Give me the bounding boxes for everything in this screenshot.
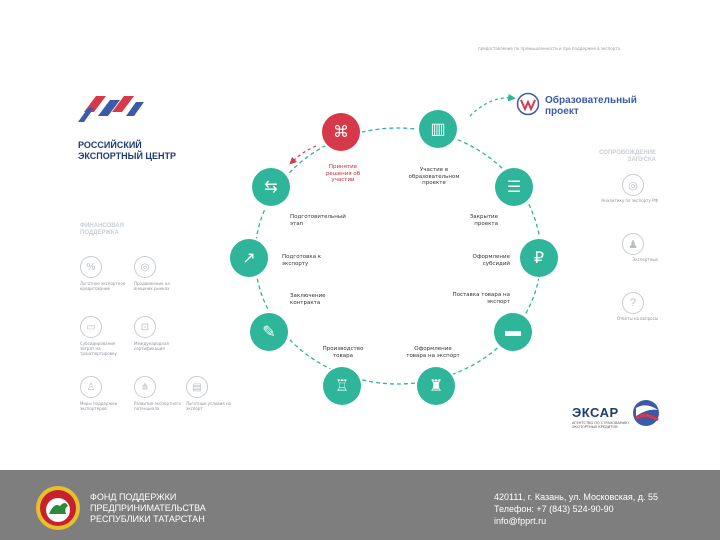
truck-icon: ▬ [494,313,532,351]
exar-name: ЭКСАР [572,405,619,420]
cup-icon: ♙ [80,376,102,398]
header-note: предоставление по промышленности и при поддержке в экспорта [478,46,621,51]
chart-icon: ↗ [230,239,268,277]
fin-item-label: Развитие экспортного потенциала [134,401,181,411]
contact-phone: Телефон: +7 (843) 524-90-90 [494,504,614,514]
fin-item-label: Льготное экспортное кредитование [80,281,126,291]
step-label-participation: Участие в образовательном проекте [408,167,460,186]
accompaniment-title-line2: ЗАПУСКА [627,157,656,163]
accompaniment-title-line1: СОПРОВОЖДЕНИЕ [599,150,656,156]
percent-icon: % [80,256,102,278]
step-label-closing: Закрытие проекта [469,214,498,227]
accompaniment-item-analytics [598,174,658,203]
tatarstan-emblem [34,484,82,532]
step-label-customs: Оформление товара на экспорт [406,346,460,359]
question-icon: ? [622,292,644,314]
network-icon: ⋔ [134,376,156,398]
rec-name-line1: РОССИЙСКИЙ [78,140,142,150]
truck-icon: ▭ [80,316,102,338]
accompaniment-title [586,150,656,164]
step-label-contract: Заключение контракта [290,293,326,306]
signpost-icon: ⇆ [252,168,290,206]
fund-line2: ПРЕДПРИНИМАТЕЛЬСТВА [90,503,206,513]
checklist-icon: ☰ [495,168,533,206]
exar-subtitle: АГЕНТСТВО ПО СТРАХОВАНИЮ ЭКСПОРТНЫХ КРЕДИТОВ [572,421,629,429]
stamp-icon: ♜ [417,367,455,405]
step-label-delivery: Поставка товара на экспорт [452,292,510,305]
step-label-preparation: Подготовка к экспорту [282,254,322,267]
handshake-icon: ⌘ [322,113,360,151]
financial-support-title-line1: ФИНАНСОВАЯ [80,223,124,229]
document-icon: ▤ [186,376,208,398]
fin-item-label: Международная сертификация [134,341,169,351]
financial-support-title-line2: ПОДДЕРЖКА [80,230,119,236]
person-icon: ♟ [622,233,644,255]
rec-name-line2: ЭКСПОРТНЫЙ ЦЕНТР [78,151,176,161]
factory-icon: ♖ [323,367,361,405]
globe-icon: ◎ [622,174,644,196]
books-icon: ▥ [419,110,457,148]
fin-item-label: Продвижение на внешних рынках [134,281,170,291]
fin-item-label: Субсидирование затрат на транспортировку [80,341,117,356]
edu-project-logo [516,92,540,116]
step-label-preparatory: Подготовительный этап [290,214,346,227]
accompaniment-item-experts [598,233,658,262]
contract-icon: ✎ [250,313,288,351]
edu-project-name [545,95,637,117]
accompaniment-item-label: Экспертные [632,257,658,262]
accompaniment-item-label: Аналитику по экспорту РФ [601,198,658,203]
step-label-decision: Принятие решения об участии [325,164,361,183]
step-label-production: Производство товара [322,346,364,359]
edu-project-line2: проект [545,106,579,117]
fund-line1: ФОНД ПОДДЕРЖКИ [90,492,177,502]
accompaniment-item-label: Ответы на вопросы [616,316,658,321]
fund-name [90,492,206,525]
contacts [494,491,658,527]
fin-item-label: Меры поддержки экспортеров [80,401,118,411]
globe-icon: ◎ [134,256,156,278]
step-label-subsidy: Оформление субсидий [472,254,510,267]
edu-project-line1: Образовательный [545,95,637,106]
fund-line3: РЕСПУБЛИКИ ТАТАРСТАН [90,514,205,524]
contact-address: 420111, г. Казань, ул. Московская, д. 55 [494,492,658,502]
accompaniment-item-answers [598,292,658,321]
fin-item-label: Льготные условия на экспорт [186,401,232,411]
ruble-icon: ₽ [520,239,558,277]
contact-email[interactable]: info@fpprt.ru [494,516,547,526]
certificate-icon: ⊡ [134,316,156,338]
